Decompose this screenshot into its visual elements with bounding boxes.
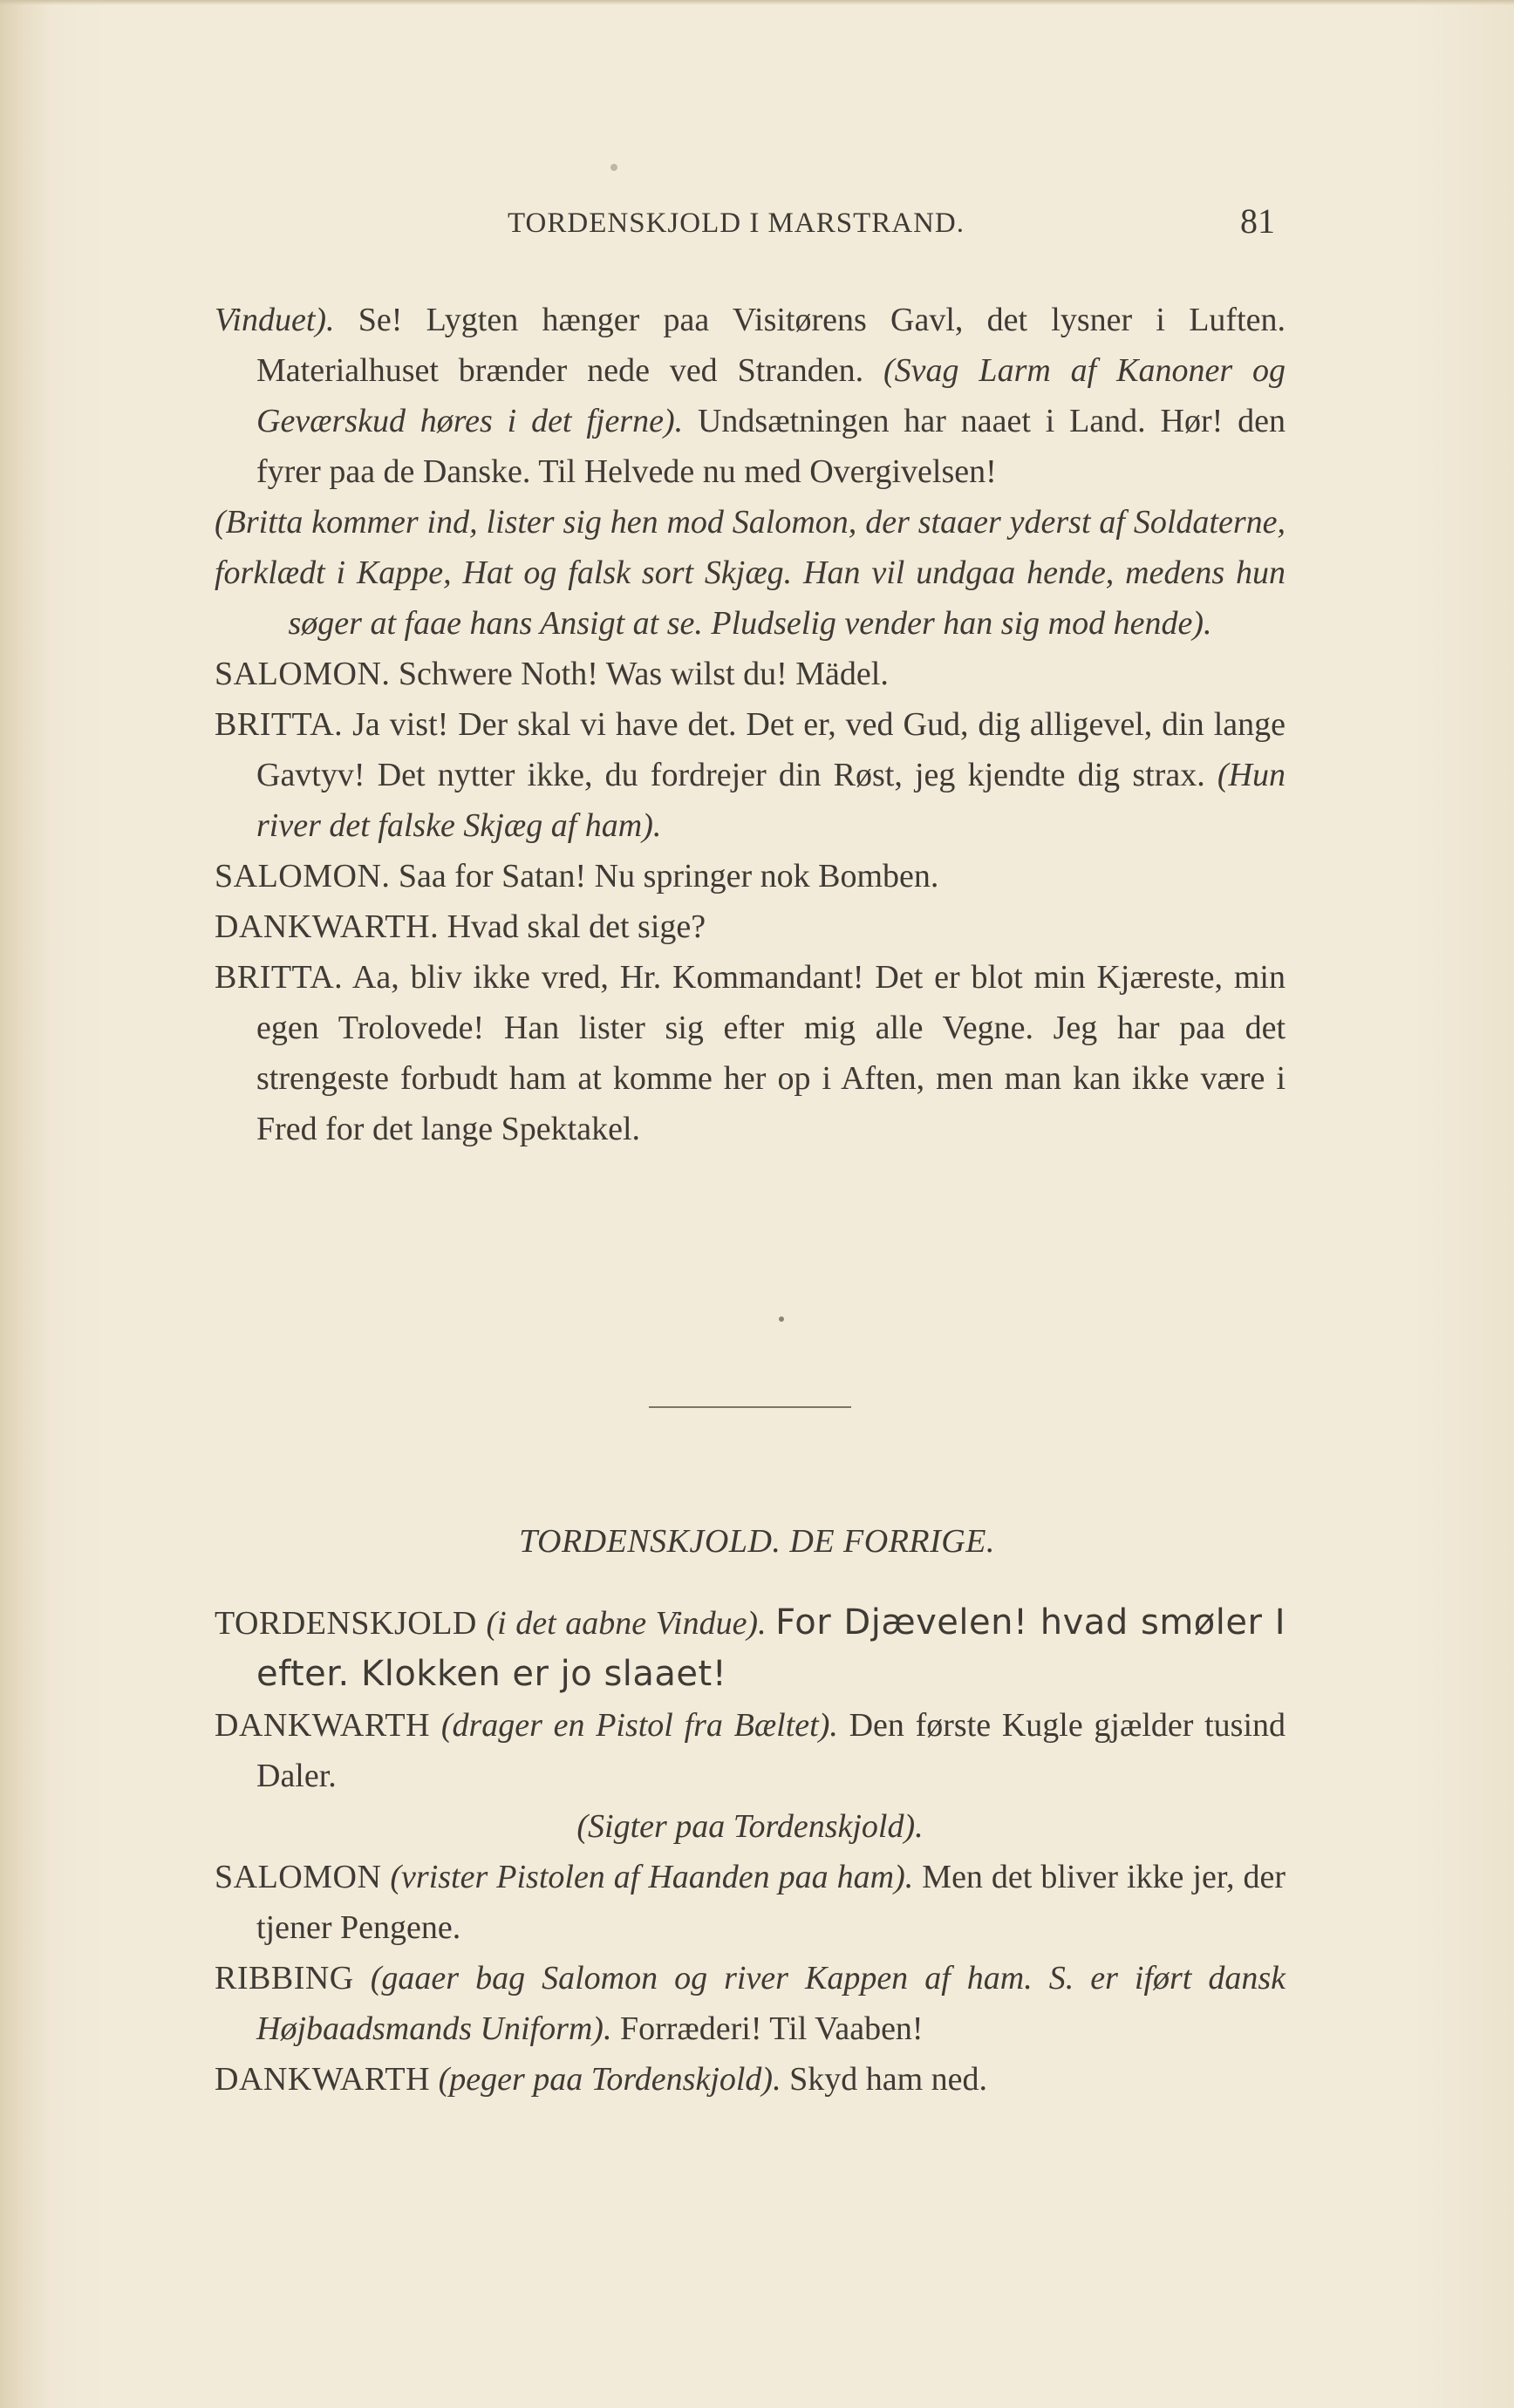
dialogue-line (215, 2054, 1286, 2105)
dialogue-line (215, 649, 1286, 699)
speaker-name: DANKWARTH. (215, 908, 440, 945)
paper-speck (779, 1316, 784, 1322)
paragraph-text: Se! Lygten hænger paa Visitørens Gavl, det lysner i Luften. Materialhuset brænder nede ved Stranden. (256, 302, 1286, 389)
page-number: 81 (1240, 201, 1275, 241)
section-two (215, 1597, 1286, 2105)
stage-direction-block: (Britta kommer ind, lister sig hen mod Salomon, der staaer yderst af Soldaterne, forklædt i Kappe, Hat og falsk sort Skjæg. Han vil undgaa hende, medens hun søger at faae hans Ansigt at se. Pludselig vender han sig mod hende). (215, 504, 1286, 642)
stage-direction: (gaaer bag Salomon og river Kappen af ham. S. er iført dansk Højbaadsmands Uniform). (256, 1960, 1286, 2047)
dialogue-text: Forræderi! Til Vaaben! (611, 2010, 924, 2047)
dialogue-text: Den første Kugle gjælder tusind Daler. (256, 1707, 1286, 1794)
dialogue-line (215, 952, 1286, 1154)
speaker-name: SALOMON. (215, 858, 391, 894)
stage-direction: (i det aabne Vindue). (486, 1605, 767, 1642)
page-top-edge (0, 0, 1514, 5)
running-head: TORDENSKJOLD I MARSTRAND. (508, 207, 965, 239)
speaker-name: TORDENSKJOLD (215, 1605, 477, 1642)
speaker-name: SALOMON (215, 1859, 382, 1895)
speaker-name: DANKWARTH (215, 1707, 431, 1744)
dialogue-line (215, 851, 1286, 901)
dialogue-line (215, 1700, 1286, 1801)
paper-speck (610, 164, 617, 171)
dialogue-line (215, 1953, 1286, 2054)
page-binding-shadow (0, 0, 52, 2408)
section-divider (649, 1406, 851, 1408)
dialogue-text: Skyd ham ned. (781, 2061, 988, 2098)
dialogue-text: For Djævelen! hvad smøler I efter. Klokken er jo slaaet! (256, 1602, 1286, 1694)
paragraph-text: Undsætningen har naaet i Land. Hør! den fyrer paa de Danske. Til Helvede nu med Overgivelsen! (256, 403, 1286, 490)
stage-direction: (Hun river det falske Skjæg af ham). (256, 757, 1286, 844)
speaker-name: DANKWARTH (215, 2061, 431, 2098)
speaker-name: BRITTA. (215, 706, 344, 743)
stage-direction-block: (Sigter paa Tordenskjold). (576, 1808, 924, 1845)
dialogue-line (215, 1597, 1286, 1700)
paragraph-continuation (215, 295, 1286, 497)
dialogue-text: Ja vist! Der skal vi have det. Det er, ved Gud, dig alligevel, din lange Gavtyv! Det nytter ikke, du fordrejer din Røst, jeg kjendte dig strax. (256, 706, 1286, 793)
dialogue-text: Saa for Satan! Nu springer nok Bomben. (390, 858, 939, 894)
speaker-name: BRITTA. (215, 959, 344, 996)
dialogue-text: Hvad skal det sige? (439, 908, 706, 945)
scene-title: TORDENSKJOLD. DE FORRIGE. (519, 1523, 995, 1560)
stage-direction: (peger paa Tordenskjold). (438, 2061, 781, 2098)
dialogue-line (215, 901, 1286, 952)
dialogue-line (215, 1852, 1286, 1953)
section-one (215, 295, 1286, 1154)
dialogue-text: Men det bliver ikke jer, der tjener Pengene. (256, 1859, 1286, 1946)
speaker-name: SALOMON. (215, 656, 391, 692)
stage-direction: (Svag Larm af Kanoner og Geværskud høres i det fjerne). (256, 352, 1286, 439)
speaker-name: RIBBING (215, 1960, 354, 1996)
continued-direction: Vinduet). (215, 302, 335, 338)
dialogue-line (215, 699, 1286, 851)
dialogue-text: Aa, bliv ikke vred, Hr. Kommandant! Det er blot min Kjæreste, min egen Trolovede! Han lister sig efter mig alle Vegne. Jeg har paa det strengeste forbudt ham at komme her op i Aften, men man kan ikke være i Fred for det lange Spektakel. (256, 959, 1286, 1147)
dialogue-text: Schwere Noth! Was wilst du! Mädel. (390, 656, 889, 692)
stage-direction: (vrister Pistolen af Haanden paa ham). (390, 1859, 914, 1895)
stage-direction: (drager en Pistol fra Bæltet). (440, 1707, 838, 1744)
